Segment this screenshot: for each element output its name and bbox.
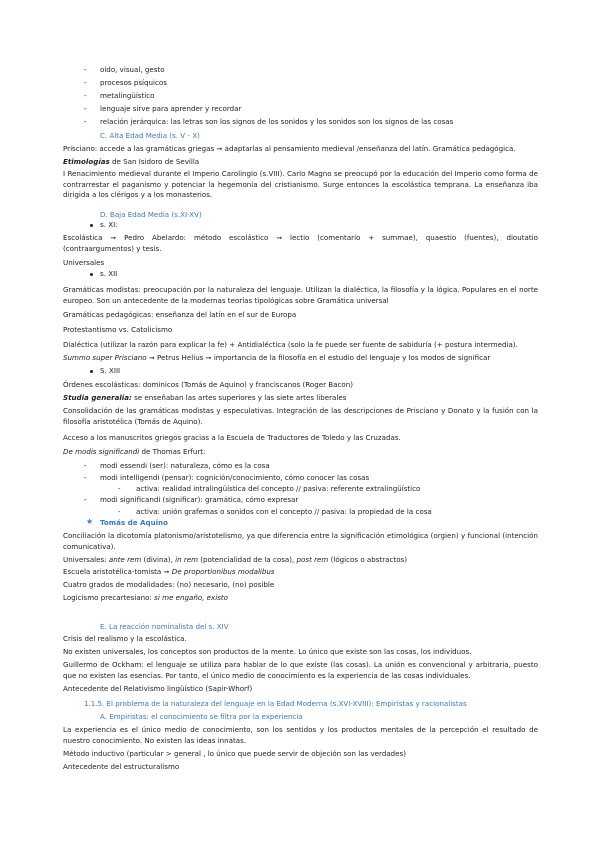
paragraph-metodo: Método inductivo (particular > general , lo único que puede servir de objeción son las verdades) <box>63 749 407 758</box>
bullet-dot <box>90 224 93 227</box>
paragraph-consolidacion: Consolidación de las gramáticas modistas y especulativas. Integración de las descripciones de Prisciano y Donato y la fusión con la filosofía aristotélica (Tomás de Aquino). <box>63 406 538 426</box>
century-s11: s. XI: <box>100 220 118 229</box>
list-dash: - <box>84 117 87 126</box>
paragraph-escolastica: Escolástica ➞ Pedro Abelardo: método escolástico ➞ lectio (comentario + summae), quaestio (fuentes), dioutatio (contraargumentos) y tesis. <box>63 233 538 253</box>
paragraph-modistas: Gramáticas modistas: preocupación por la naturaleza del lenguaje. Utilizan la dialéctica, la filosofía y la lógica. Populares en el norte europeo. Son un antecedente de la modernas teorías tipológicas sobre Gramática universal <box>63 285 538 305</box>
paragraph-renacimiento: I Renacimiento medieval durante el Imperio Carolingio (s.VIII). Carlo Magno se preocupó por la educación del Imperio como forma de contrarrestar el paganismo y potenciar la hegemonía del cristianismo. Surge entonces la escolástica temprana. La enseñanza iba dirigida a los clérigos y a los monasterios. <box>63 169 538 200</box>
paragraph-no-existen: No existen universales, los conceptos son productos de la mente. Lo único que existe son las cosas, los individuos. <box>63 647 472 656</box>
modi-item: modi essendi (ser): naturaleza, cómo es la cosa <box>100 461 270 470</box>
list-dash: - <box>84 495 87 504</box>
modi-subitem: activa: realidad intralingüística del concepto // pasiva: referente extralingüístico <box>136 484 421 493</box>
paragraph-acceso: Acceso a los manuscritos griegos gracias a la Escuela de Traductores de Toledo y las Cruzadas. <box>63 433 401 442</box>
paragraph-logicismo: Logicismo precartesiano: si me engaño, existo <box>63 593 229 602</box>
paragraph-pedagogicas: Gramáticas pedagógicas: enseñanza del latín en el sur de Europa <box>63 310 297 319</box>
paragraph-protestantismo: Protestantismo vs. Catolicismo <box>63 325 173 334</box>
section-heading-c: C. Alta Edad Media (s. V - X) <box>100 131 200 140</box>
list-dash: - <box>118 507 121 516</box>
star-icon: ★ <box>86 517 94 526</box>
list-item: relación jerárquica: las letras son los signos de los sonidos y los sonidos son los signos de las cosas <box>100 117 454 126</box>
paragraph-conciliacion: Conciliación la dicotomía platonismo/aristotelismo, ya que diferencia entre la significación etimológica (orgien) y funcional (intención comunicativa). <box>63 531 538 551</box>
century-s12: s. XII <box>100 269 118 278</box>
paragraph-escuela: Escuela aristotélica-tomista ➞ De proportionibus modalibus <box>63 567 275 576</box>
modi-item: modi intelligendi (pensar): cognición/conocimiento, cómo conocer las cosas <box>100 473 370 482</box>
bullet-dot <box>90 273 93 276</box>
paragraph-universales-rem: Universales: ante rem (divina), in rem (potencialidad de la cosa), post rem (lógicos o abstractos) <box>63 555 407 564</box>
paragraph-dialectica: Dialéctica (utilizar la razón para explicar la fe) + Antidialéctica (solo la fe puede ser fuente de sabiduría (+ postura intermedia). <box>63 340 518 349</box>
century-s13: S. XIII <box>100 366 121 375</box>
modi-item: modi significandi (significar): gramática, cómo expresar <box>100 495 299 504</box>
section-heading-e: E. La reacción nominalista del s. XIV <box>100 622 229 631</box>
subheading-tomas: Tomás de Aquino <box>100 518 168 527</box>
section-heading-115: 1.1.5. El problema de la naturaleza del lenguaje en la Edad Moderna (s.XVI-XVIII): Empiristas y racionalistas <box>84 699 467 708</box>
list-dash: - <box>84 104 87 113</box>
paragraph-etimologias: Etimologías de San Isidoro de Sevilla <box>63 157 200 166</box>
modi-subitem: activa: unión grafemas o sonidos con el concepto // pasiva: la propiedad de la cosa <box>136 507 432 516</box>
list-item: lenguaje sirve para aprender y recordar <box>100 104 242 113</box>
subheading-empiristas: A. Empiristas: el conocimiento se filtra por la experiencia <box>100 712 303 721</box>
paragraph-relativismo: Antecedente del Relativismo lingüístico (Sapir-Whorf) <box>63 684 253 693</box>
paragraph-prisciano: Prisciano: accede a las gramáticas griegas ➞ adaptarlas al pensamiento medieval /enseñanza del latín. Gramática pedagógica. <box>63 144 516 153</box>
list-dash: - <box>118 484 121 493</box>
bullet-dot <box>90 370 93 373</box>
paragraph-estructuralismo: Antecedente del estructuralismo <box>63 762 180 771</box>
list-dash: - <box>84 78 87 87</box>
paragraph-cuatro-grados: Cuatro grados de modalidades: (no) necesario, (no) posible <box>63 580 275 589</box>
paragraph-universales: Universales <box>63 258 105 267</box>
paragraph-ordenes: Órdenes escolásticas: dominicos (Tomás de Aquino) y franciscanos (Roger Bacon) <box>63 380 353 389</box>
paragraph-crisis: Crisis del realismo y la escolástica. <box>63 634 187 643</box>
section-heading-d: D. Baja Edad Media (s.XI-XV) <box>100 210 202 219</box>
list-item: procesos psíquicos <box>100 78 167 87</box>
list-item: oído, visual, gesto <box>100 65 165 74</box>
paragraph-summa: Summo super Prisciano ➞ Petrus Helius ➞ importancia de la filosofía en el estudio del lenguaje y los modos de significar <box>63 353 491 362</box>
list-dash: - <box>84 91 87 100</box>
list-item: metalingüístico <box>100 91 155 100</box>
list-dash: - <box>84 461 87 470</box>
paragraph-ockham: Guillermo de Ockham: el lenguaje se utiliza para hablar de lo que existe (las cosas). La unión es convencional y arbitraria, puesto que no existen las esencias. Por tanto, el único medio de conocimiento es la experiencia de las cosas individuales. <box>63 660 538 680</box>
paragraph-de-modis: De modis significandi de Thomas Erfurt: <box>63 447 206 456</box>
list-dash: - <box>84 65 87 74</box>
paragraph-studia: Studia generalia: se enseñaban las artes superiores y las siete artes liberales <box>63 393 347 402</box>
paragraph-experiencia: La experiencia es el único medio de conocimiento, son los sentidos y los productos mentales de la percepción el resultado de nuestro conocimiento. No existen las ideas innatas. <box>63 725 538 745</box>
list-dash: - <box>84 473 87 482</box>
